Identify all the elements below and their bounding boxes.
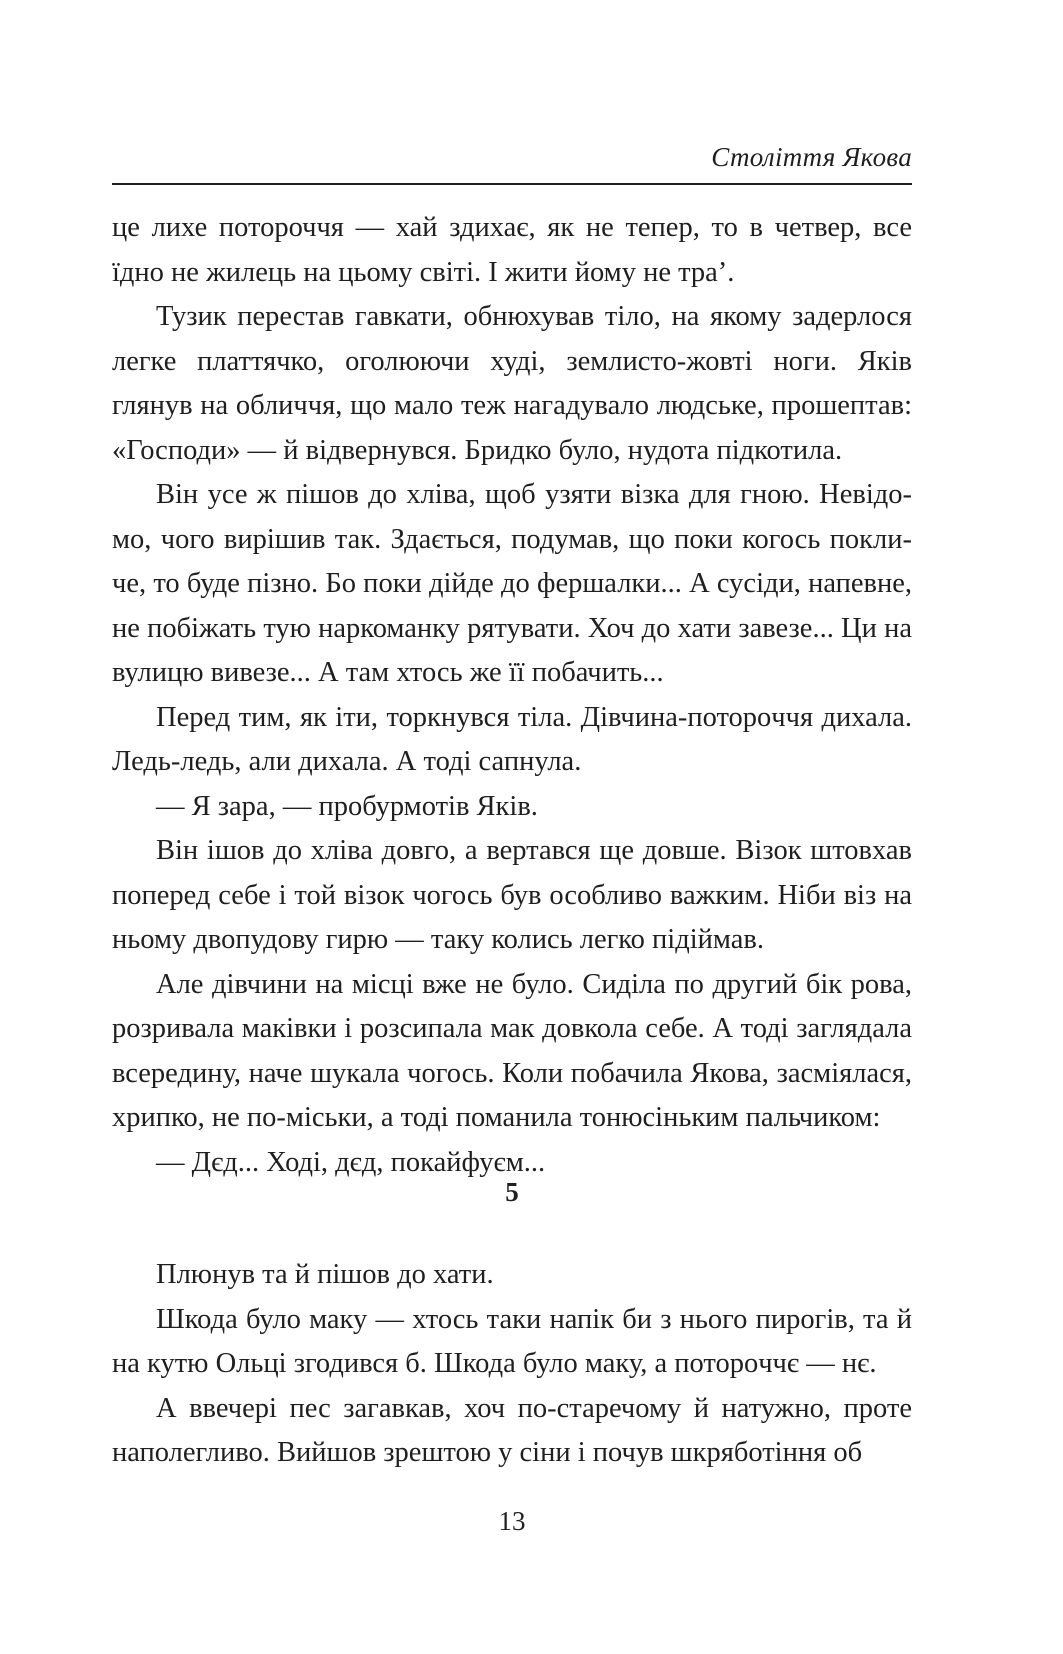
chapter-number: 5 xyxy=(505,1177,519,1207)
paragraph: Перед тим, як іти, торкнувся тіла. Дівчина-поторoччя дихала. Ледь-ледь, али дихала. А тоді сапнула. xyxy=(112,701,912,777)
page-number: 13 xyxy=(498,1506,526,1536)
paragraph: Він ішов до хліва довго, а вертався ще довше. Візок штовхав поперед себе і той візок чогось був особливо важким. Ніби віз на ньому двопудову гирю — таку колись легко підіймав. xyxy=(112,835,912,955)
text-section-2 xyxy=(112,1253,912,1476)
paragraph: Але дівчини на місці вже не було. Сиділа по другий бік рова, розривала маківки і розсипала мак довкола себе. А тоді заглядала всередину, наче шукала чогось. Коли побачила Якова, засміялася, хрипко, не по-міськи, а тоді поманила тонюсіньким пальчиком: xyxy=(112,968,912,1133)
dialogue-line: — Я зара, — пробурмотів Яків. xyxy=(156,790,538,822)
dialogue-line: — Дєд... Ході, дєд, покайфуєм... xyxy=(156,1146,546,1178)
paragraph: Він усе ж пішов до хліва, щоб узяти візка для гною. Невідомо, чого вирішив так. Здається, подумав, що поки когось покличе, то буде пізно. Бо поки дійде до фершалки... А сусіди, напевне, не побіжать тую наркоманку рятувати. Хоч до хати завезе... Ци на вулицю вивезе... А там хтось же її побачить... xyxy=(112,479,912,688)
paragraph: А ввечері пес загавкав, хоч по-старечому й натужно, проте наполегливо. Вийшов зрештою у сіни і почув шкряботіння об xyxy=(112,1392,912,1468)
header-rule xyxy=(112,183,912,185)
paragraph: Шкода було маку — хтось таки напік би з нього пирогів, та й на кутю Ольці згодився б. Шкода було маку, а поторoччє — нє. xyxy=(112,1303,912,1379)
paragraph: Тузик перестав гавкати, обнюхував тіло, на якому задерлося легке платтячко, оголюючи худі, землисто-жовті ноги. Яків глянув на обличчя, що мало теж нагадувало людське, прошептав: «Господи» — й відвернувся. Бридко було, нудота підкотила. xyxy=(112,301,912,466)
book-page xyxy=(112,0,912,1654)
paragraph: це лихе потороччя — хай здихає, як не тепер, то в четвер, все їдно не жилець на цьому світі. І жити йому не тра’. xyxy=(112,212,912,288)
paragraph: Плюнув та й пішов до хати. xyxy=(156,1259,494,1290)
running-header: Століття Якова xyxy=(711,142,912,172)
text-section-1 xyxy=(112,206,912,1185)
